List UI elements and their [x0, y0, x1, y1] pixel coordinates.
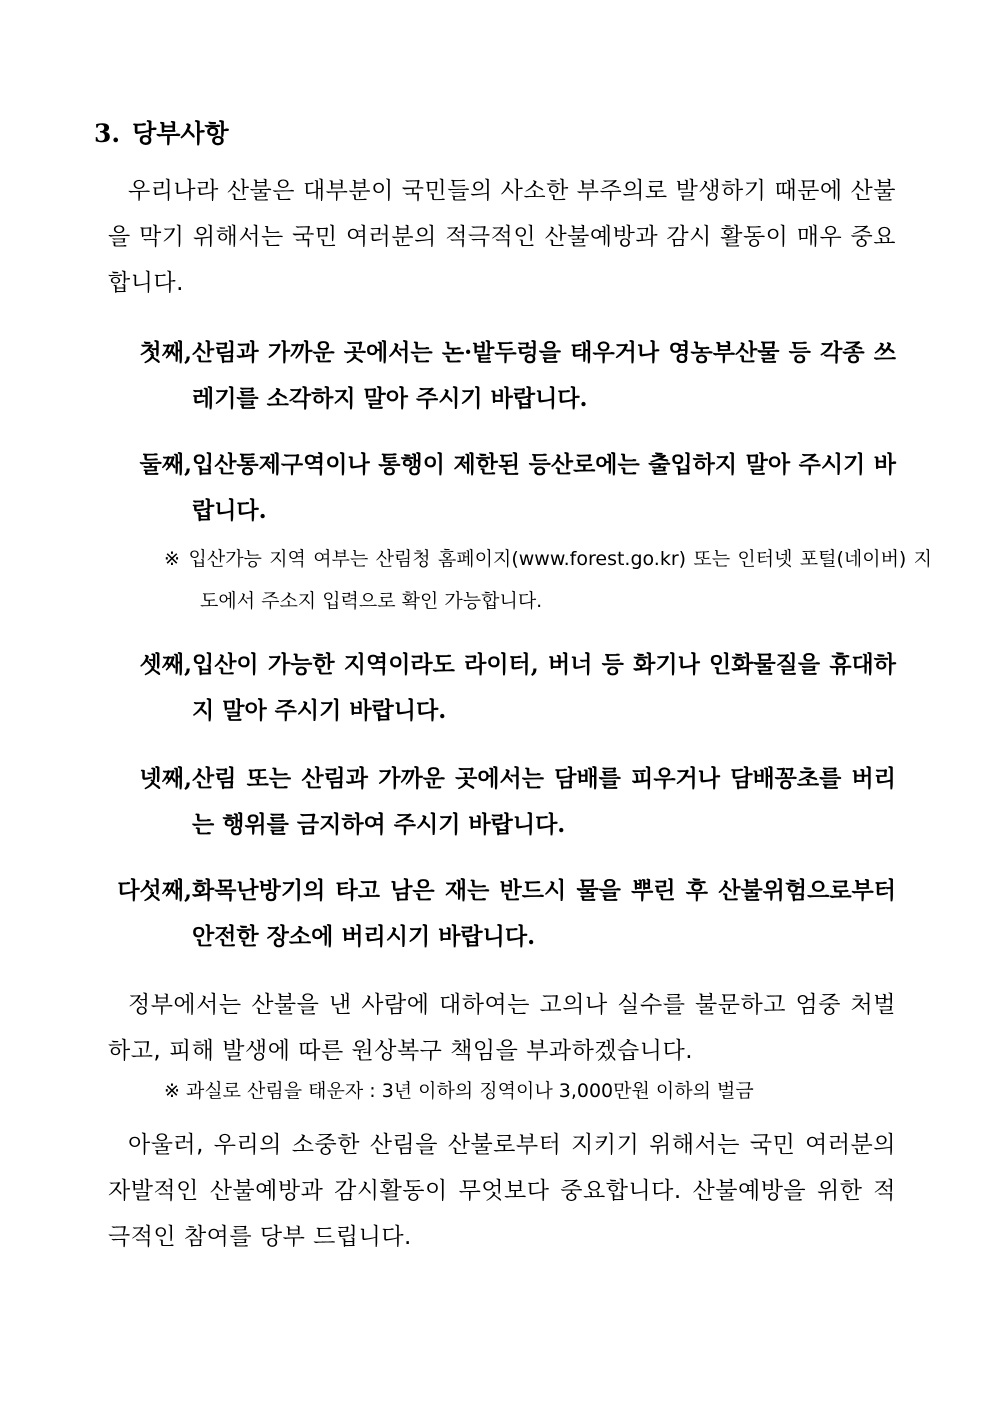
item-label: 다섯째, [117, 877, 192, 904]
penalty-paragraph: 정부에서는 산불을 낸 사람에 대하여는 고의나 실수를 불문하고 엄중 처벌하고, 피해 발생에 따른 원상복구 책임을 부과하겠습니다. [108, 992, 896, 1064]
item-text: 화목난방기의 타고 남은 재는 반드시 물을 뿌린 후 산불위험으로부터 안전한 장소에 버리시기 바랍니다. [192, 877, 896, 950]
list-item-1 [96, 330, 896, 422]
list-item-4 [96, 756, 896, 848]
item-label: 셋째, [139, 651, 192, 678]
item-label: 첫째, [139, 339, 192, 366]
access-note: ※ 입산가능 지역 여부는 산림청 홈페이지(www.forest.go.kr) 또는 인터넷 포털(네이버) 지도에서 주소지 입력으로 확인 가능합니다. [164, 548, 932, 612]
item-label: 넷째, [139, 765, 192, 792]
closing-paragraph: 아울러, 우리의 소중한 산림을 산불로부터 지키기 위해서는 국민 여러분의 자발적인 산불예방과 감시활동이 무엇보다 중요합니다. 산불예방을 위한 적극적인 참여를 당부 드립니다. [108, 1132, 896, 1250]
penalty-note: ※ 과실로 산림을 태운자 : 3년 이하의 징역이나 3,000만원 이하의 벌금 [164, 1080, 754, 1102]
list-item-5 [96, 868, 896, 960]
section-title [94, 114, 229, 154]
section-heading: 당부사항 [132, 119, 229, 148]
item-label: 둘째, [139, 451, 192, 478]
list-item-2 [96, 442, 896, 534]
item-text: 입산이 가능한 지역이라도 라이터, 버너 등 화기나 인화물질을 휴대하지 말아 주시기 바랍니다. [192, 651, 896, 724]
item-text: 산림과 가까운 곳에서는 논·밭두렁을 태우거나 영농부산물 등 각종 쓰레기를 소각하지 말아 주시기 바랍니다. [192, 339, 896, 412]
list-item-3 [96, 642, 896, 734]
intro-paragraph: 우리나라 산불은 대부분이 국민들의 사소한 부주의로 발생하기 때문에 산불을 막기 위해서는 국민 여러분의 적극적인 산불예방과 감시 활동이 매우 중요합니다. [108, 178, 896, 296]
item-text: 산림 또는 산림과 가까운 곳에서는 담배를 피우거나 담배꽁초를 버리는 행위를 금지하여 주시기 바랍니다. [192, 765, 896, 838]
section-number: 3. [94, 119, 121, 148]
item-text: 입산통제구역이나 통행이 제한된 등산로에는 출입하지 말아 주시기 바랍니다. [192, 451, 896, 524]
